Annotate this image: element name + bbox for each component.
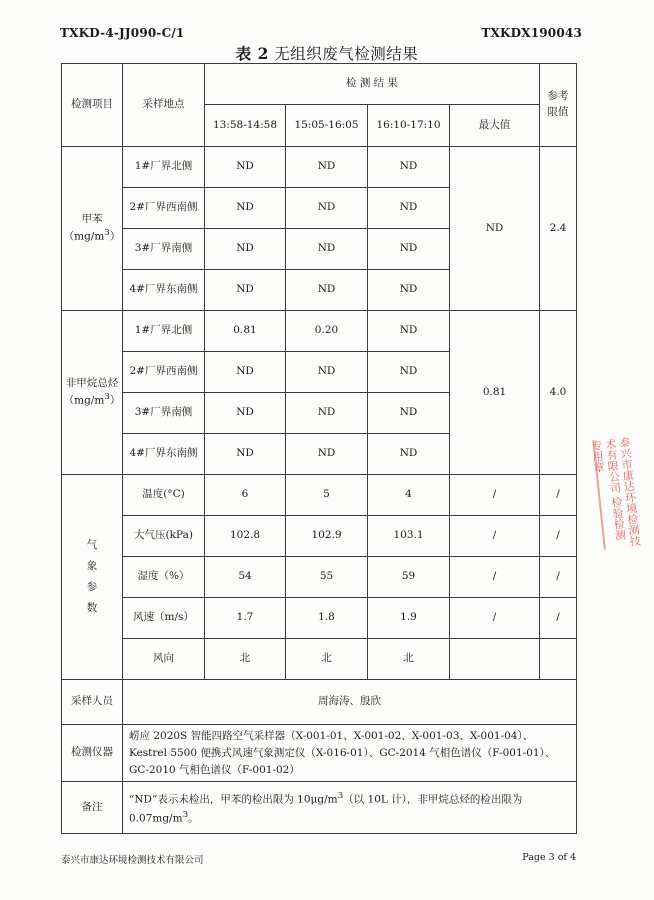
limit-cell [540,639,577,680]
param-cell: 温度(°C) [123,475,205,516]
table-row [62,680,577,725]
document-code-left: TXKD-4-JJ090-C/1 [60,26,185,40]
header-item: 检测项目 [62,64,123,147]
header-reference-limit: 参考 限值 [540,64,577,147]
limit-cell: 4.0 [540,311,577,475]
item-weather: 气 象 参 数 [62,475,123,680]
value-cell: ND [368,270,450,311]
value-cell: 59 [368,557,450,598]
max-cell: / [450,598,540,639]
value-cell: ND [286,270,368,311]
table-row [62,475,577,516]
limit-cell: / [540,475,577,516]
header-results: 检 测 结 果 [205,64,540,105]
instrument-value: 崂应 2020S 智能四路空气采样器（X-001-01、X-001-02、X-001-03、X-001-04）、Kestrel 5500 便携式风速气象测定仪（X-016-01）、GC-2014 气相色谱仪（F-001-01）、GC-2010 气相色谱仪（F-001-02） [123,725,577,782]
site-cell: 1#厂界北侧 [123,311,205,352]
official-seal-stamp: 泰兴市康达环境检测技术有限公司 检验检测专用章 [592,436,641,549]
sampler-value: 周海涛、殷欣 [123,680,577,725]
param-cell: 大气压(kPa) [123,516,205,557]
value-cell: ND [286,434,368,475]
value-cell: ND [286,393,368,434]
value-cell: 北 [286,639,368,680]
value-cell: 4 [368,475,450,516]
table-row [62,598,577,639]
table-row [62,311,577,352]
header-time-1: 13:58-14:58 [205,105,286,147]
header-time-2: 15:05-16:05 [286,105,368,147]
value-cell: ND [205,229,286,270]
value-cell: ND [368,352,450,393]
limit-cell: / [540,557,577,598]
value-cell: ND [368,147,450,188]
max-cell: / [450,516,540,557]
max-cell: 0.81 [450,311,540,475]
table-number: 表 2 [235,44,269,63]
value-cell: ND [368,393,450,434]
value-cell: ND [205,147,286,188]
value-cell: ND [286,147,368,188]
value-cell: 1.8 [286,598,368,639]
footer-company: 泰兴市康达环境检测技术有限公司 [61,855,204,866]
value-cell: 1.9 [368,598,450,639]
max-cell: ND [450,147,540,311]
site-cell: 1#厂界北侧 [123,147,205,188]
result-table [61,63,577,834]
table-row [62,639,577,680]
value-cell: ND [368,434,450,475]
value-cell: ND [368,188,450,229]
param-cell: 湿度（%） [123,557,205,598]
value-cell: ND [286,188,368,229]
value-cell: 5 [286,475,368,516]
value-cell: ND [368,229,450,270]
value-cell: 北 [205,639,286,680]
page-number: Page 3 of 4 [522,852,576,863]
sampler-label: 采样人员 [62,680,123,725]
value-cell: 1.7 [205,598,286,639]
max-cell: / [450,557,540,598]
value-cell: 北 [368,639,450,680]
header-max: 最大值 [450,105,540,147]
instrument-label: 检测仪器 [62,725,123,782]
document-code-right: TXKDX190043 [481,26,582,40]
item-toluene: 甲苯 $(mg/m^3)$ [62,147,123,311]
table-row [62,516,577,557]
site-cell: 3#厂界南侧 [123,229,205,270]
table-title: 无组织废气检测结果 [274,45,419,63]
site-cell: 4#厂界东南侧 [123,270,205,311]
value-cell: ND [205,270,286,311]
remark-value: “ND”表示未检出，甲苯的检出限为 $10\mu g/m^3$（以 10L 计），非甲烷总烃的检出限为 $0.07mg/m^3$。 [123,782,577,834]
value-cell: ND [286,352,368,393]
param-cell: 风向 [123,639,205,680]
limit-cell: / [540,598,577,639]
max-cell: / [450,475,540,516]
value-cell: ND [205,188,286,229]
table-row [62,725,577,782]
page-title [0,42,654,64]
value-cell: 6 [205,475,286,516]
site-cell: 2#厂界西南侧 [123,188,205,229]
value-cell: ND [368,311,450,352]
remark-label: 备注 [62,782,123,834]
header-time-3: 16:10-17:10 [368,105,450,147]
value-cell: ND [205,434,286,475]
site-cell: 3#厂界南侧 [123,393,205,434]
value-cell: 102.9 [286,516,368,557]
table-row [62,147,577,188]
table-row [62,557,577,598]
value-cell: 55 [286,557,368,598]
max-cell [450,639,540,680]
value-cell: 54 [205,557,286,598]
value-cell: 0.81 [205,311,286,352]
table-row [62,782,577,834]
value-cell: ND [205,352,286,393]
value-cell: 103.1 [368,516,450,557]
param-cell: 风速（m/s） [123,598,205,639]
limit-cell: / [540,516,577,557]
value-cell: 0.20 [286,311,368,352]
limit-cell: 2.4 [540,147,577,311]
value-cell: ND [205,393,286,434]
site-cell: 4#厂界东南侧 [123,434,205,475]
header-site: 采样地点 [123,64,205,147]
value-cell: ND [286,229,368,270]
item-nmhc: 非甲烷总烃 $(mg/m^3)$ [62,311,123,475]
site-cell: 2#厂界西南侧 [123,352,205,393]
value-cell: 102.8 [205,516,286,557]
